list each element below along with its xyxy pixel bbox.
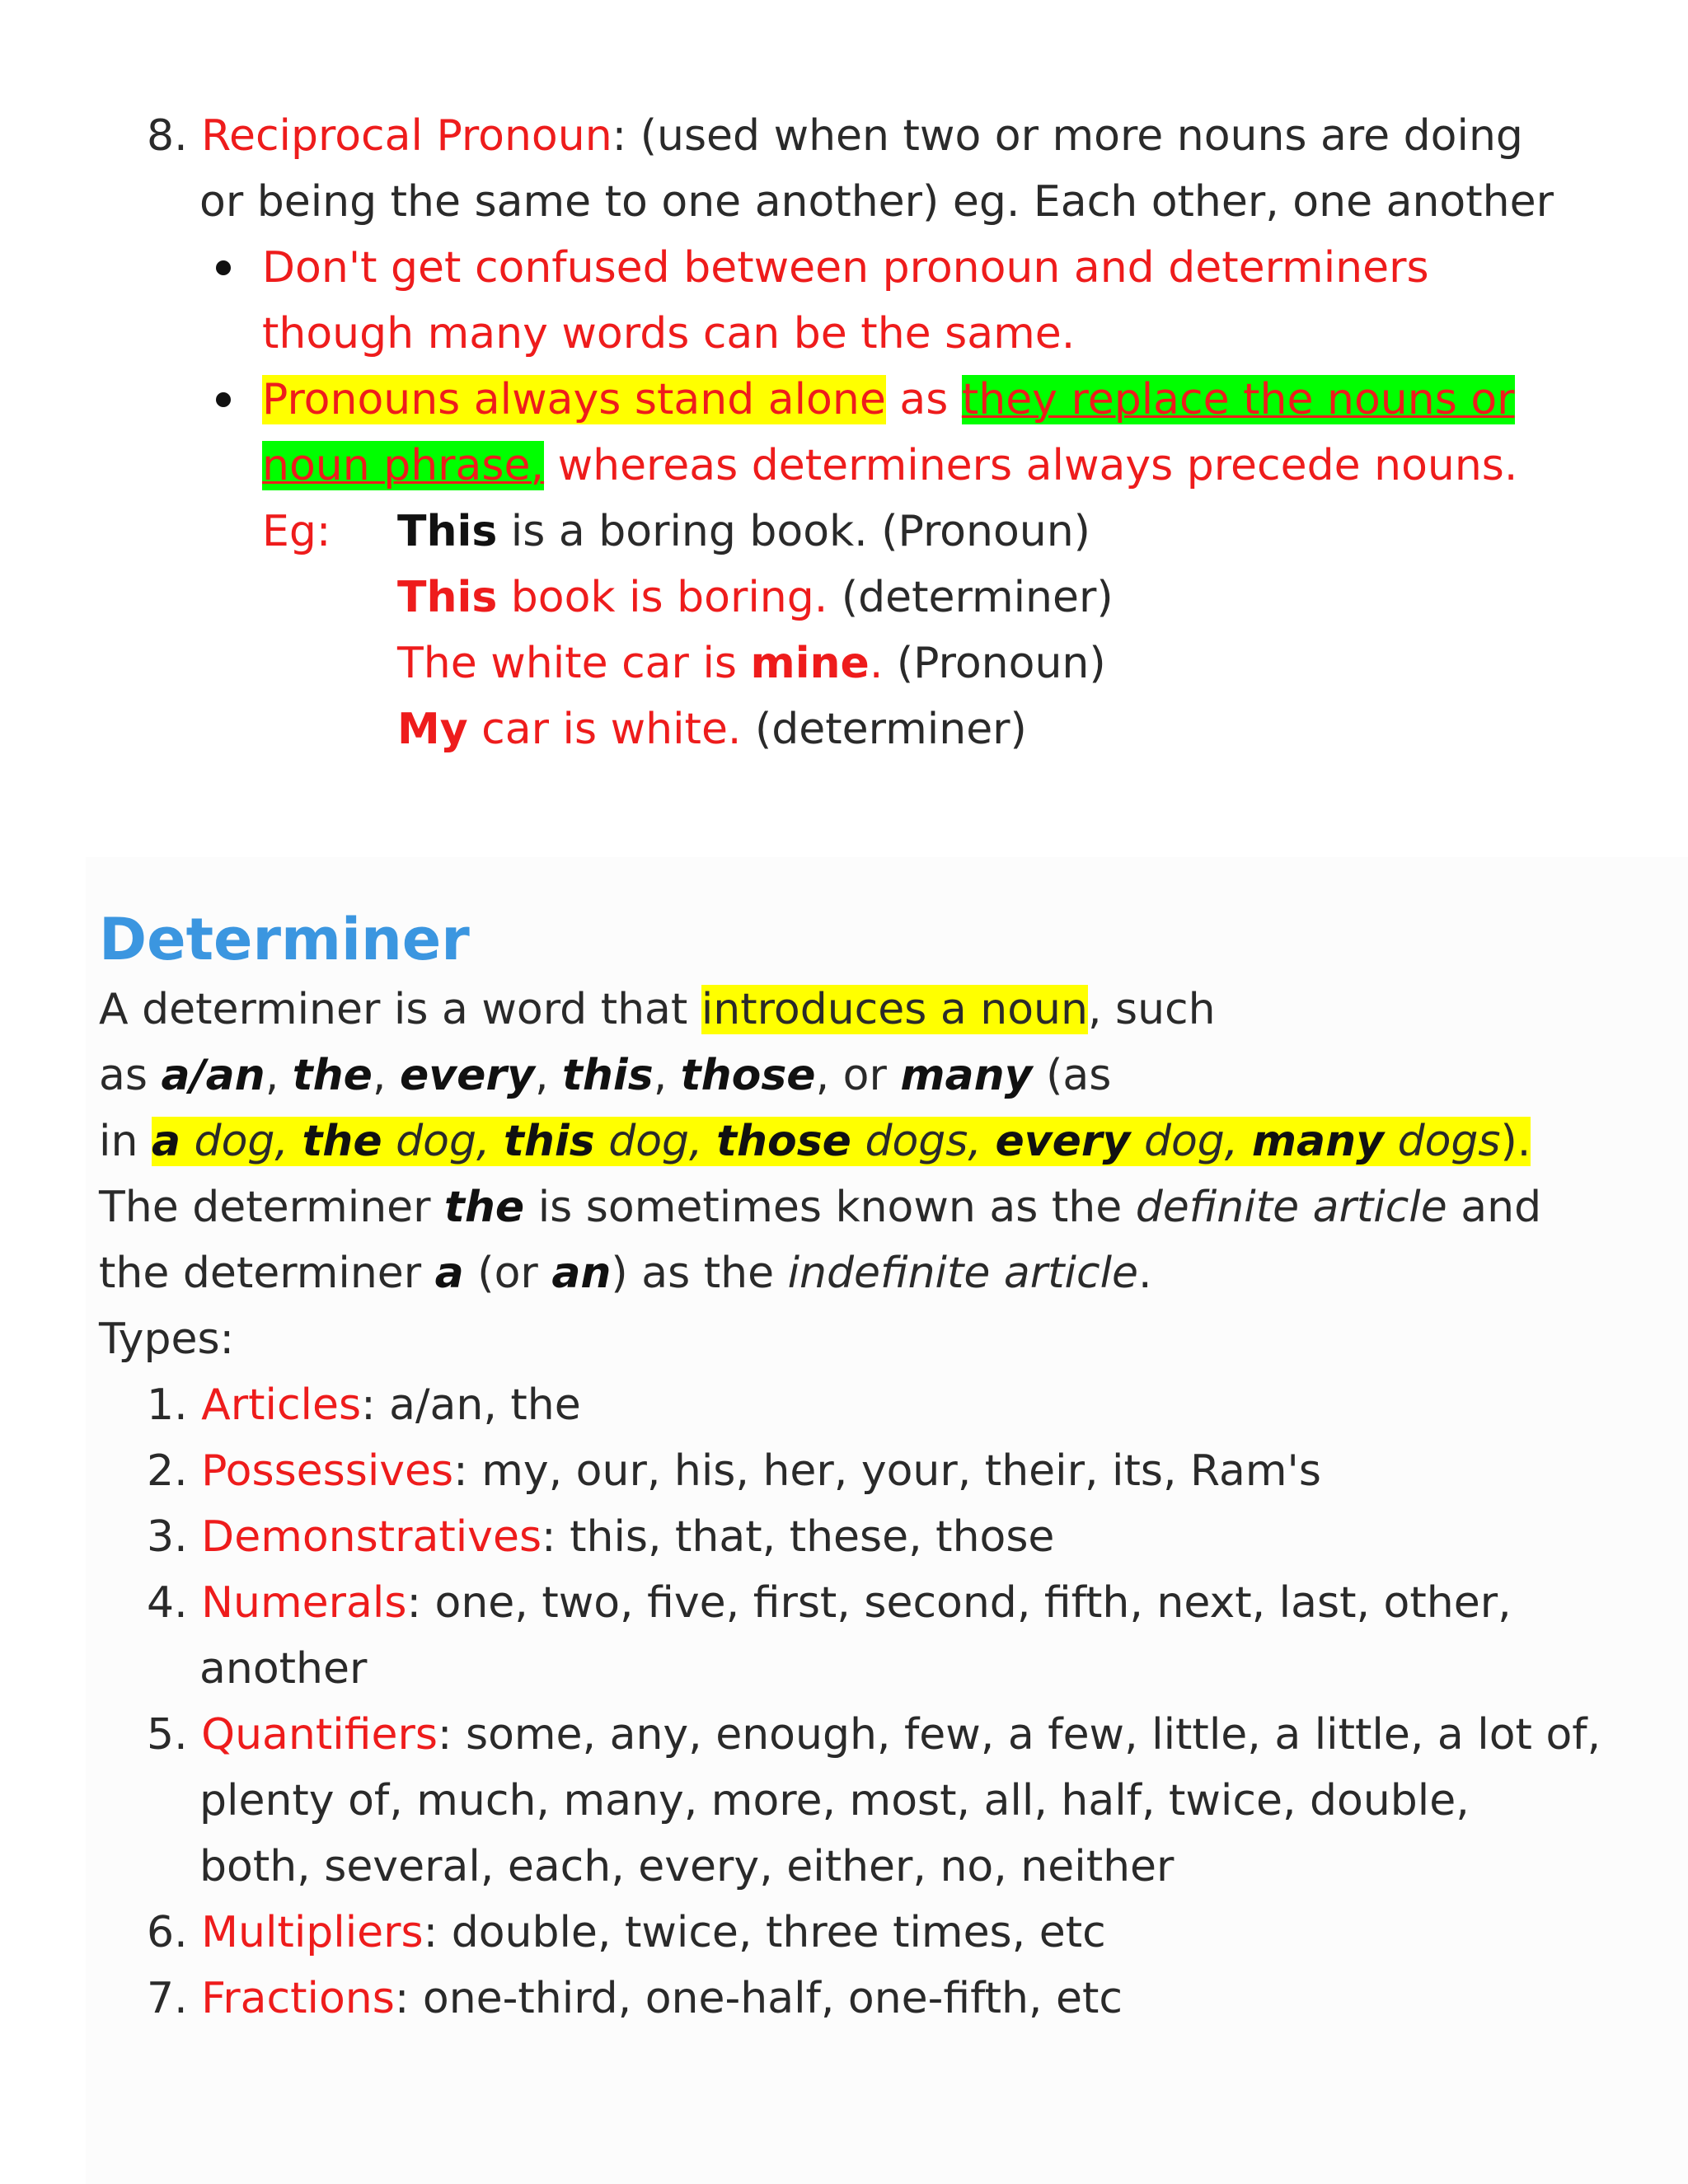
determiner-word: this: [504, 1117, 595, 1166]
determiner-word: many: [1251, 1117, 1385, 1166]
type-examples: : my, our, his, her, your, their, its, Ram's: [453, 1446, 1321, 1496]
type-item-2: [147, 1438, 1321, 1504]
list-number: 2.: [147, 1446, 202, 1496]
example-tag: (determiner): [828, 573, 1114, 622]
para-text: .: [1138, 1249, 1152, 1298]
determiner-word: those: [680, 1051, 816, 1100]
example-3: [397, 630, 1106, 696]
types-label: Types:: [99, 1315, 235, 1364]
type-examples: : one-third, one-half, one-fifth, etc: [394, 1974, 1123, 2023]
highlight-determiner-examples: [152, 1117, 1531, 1166]
determiner-word: a: [151, 1117, 181, 1166]
term-definite-article: definite article: [1135, 1183, 1447, 1232]
type-item-4: [147, 1570, 1512, 1636]
para-text: ) as the: [611, 1249, 788, 1298]
type-term: Demonstratives: [201, 1512, 542, 1562]
list-number: 4.: [147, 1578, 202, 1628]
determiner-word: those: [716, 1117, 851, 1166]
example-noun: dogs: [1384, 1117, 1501, 1166]
type-examples: : this, that, these, those: [542, 1512, 1055, 1562]
type-item-5-cont: plenty of, much, many, more, most, all, half, twice, double,: [199, 1776, 1470, 1825]
list-number: 3.: [147, 1512, 202, 1562]
determiner-word: the: [292, 1051, 373, 1100]
para-text: in: [99, 1117, 152, 1166]
bullet-confusion-line2: though many words can be the same.: [262, 309, 1076, 359]
type-item-5-cont: both, several, each, every, either, no, neither: [199, 1842, 1175, 1891]
type-term: Quantifiers: [201, 1710, 438, 1760]
determiner-para-line2: [99, 1043, 1111, 1108]
type-examples: : double, twice, three times, etc: [423, 1908, 1106, 1957]
type-item-6: [147, 1900, 1106, 1966]
bullet-pronouns-line2: [262, 433, 1517, 499]
para-text: , or: [815, 1051, 901, 1100]
example-tag: (determiner): [741, 705, 1027, 754]
term-indefinite-article: indefinite article: [787, 1249, 1139, 1298]
list-number: 6.: [147, 1908, 202, 1957]
list-number: 8.: [147, 111, 188, 161]
type-item-1: [147, 1372, 581, 1438]
type-item-3: [147, 1504, 1054, 1570]
bullet-dot: [216, 260, 231, 275]
para-text: is sometimes known as the: [524, 1183, 1136, 1232]
para-text: (as: [1032, 1051, 1112, 1100]
type-term: Numerals: [201, 1578, 407, 1628]
determiner-para-line3: [99, 1108, 1531, 1174]
determiner-word: a/an: [161, 1051, 265, 1100]
para-text: ,: [265, 1051, 293, 1100]
determiner-word: every: [399, 1051, 535, 1100]
para-text: ,: [653, 1051, 681, 1100]
determiner-word: every: [995, 1117, 1131, 1166]
example-text: car is white.: [467, 705, 742, 754]
para-text: (or: [463, 1249, 552, 1298]
example-keyword: My: [397, 705, 468, 754]
bullet-confusion-line1: Don't get confused between pronoun and determiners: [262, 243, 1429, 293]
para-text: as: [99, 1051, 162, 1100]
para-text: ,: [534, 1051, 563, 1100]
determiner-word: a: [434, 1249, 464, 1298]
example-keyword: This: [397, 507, 498, 556]
para-text: and: [1447, 1183, 1542, 1232]
examples-label: Eg:: [262, 507, 331, 556]
para-text: The determiner: [99, 1183, 445, 1232]
type-term: Multipliers: [201, 1908, 424, 1957]
type-item-7: [147, 1966, 1123, 2032]
example-noun: dog,: [594, 1117, 717, 1166]
list-number: 1.: [147, 1380, 202, 1430]
type-examples: : a/an, the: [361, 1380, 581, 1430]
type-term: Possessives: [201, 1446, 454, 1496]
example-text: The white car is: [397, 639, 751, 688]
type-item-4-cont: another: [199, 1644, 368, 1694]
reciprocal-desc: : (used when two or more nouns are doing: [612, 111, 1523, 161]
list-number: 7.: [147, 1974, 202, 2023]
example-punct: .: [869, 639, 884, 688]
type-item-5: [147, 1702, 1601, 1768]
para-text: , such: [1087, 985, 1216, 1034]
determiner-para-line5: [99, 1240, 1152, 1306]
determiner-word: the: [444, 1183, 525, 1232]
highlight-pronouns-stand-alone: Pronouns always stand alone: [262, 375, 886, 424]
example-text: is a boring book. (Pronoun): [497, 507, 1090, 556]
highlight-noun-phrase: noun phrase,: [262, 441, 545, 490]
determiner-word: an: [551, 1249, 612, 1298]
type-examples: : some, any, enough, few, a few, little, a little, a lot of,: [437, 1710, 1601, 1760]
para-text: ).: [1500, 1117, 1531, 1166]
example-noun: dog,: [181, 1117, 302, 1166]
reciprocal-pronoun-item: [147, 103, 1523, 169]
highlight-replace-nouns: they replace the nouns or: [961, 375, 1515, 424]
para-text: the determiner: [99, 1249, 435, 1298]
example-text: book is boring.: [497, 573, 828, 622]
example-keyword: mine: [750, 639, 870, 688]
section-heading-determiner: Determiner: [99, 906, 470, 973]
reciprocal-desc-cont: or being the same to one another) eg. Each other, one another: [199, 177, 1554, 227]
type-term: Fractions: [201, 1974, 395, 2023]
list-number: 5.: [147, 1710, 202, 1760]
determiner-word: many: [900, 1051, 1033, 1100]
reciprocal-term: Reciprocal Pronoun: [201, 111, 612, 161]
example-2: [397, 565, 1114, 630]
determiner-word: the: [302, 1117, 382, 1166]
example-4: [397, 696, 1027, 762]
para-text: ,: [372, 1051, 400, 1100]
example-keyword: This: [397, 573, 498, 622]
determiner-para-line4: [99, 1174, 1541, 1240]
determiner-word: this: [562, 1051, 654, 1100]
bullet-pronouns-line1: [262, 367, 1515, 433]
example-noun: dog,: [382, 1117, 504, 1166]
bullet-dot: [216, 392, 231, 407]
example-tag: (Pronoun): [883, 639, 1106, 688]
connector-text: as: [885, 375, 962, 424]
para-text: A determiner is a word that: [99, 985, 701, 1034]
determiner-para-line1: [99, 977, 1216, 1043]
bullet-pronouns-rest: whereas determiners always precede nouns.: [544, 441, 1518, 490]
example-1: [397, 499, 1090, 565]
example-noun: dogs,: [851, 1117, 996, 1166]
type-term: Articles: [201, 1380, 362, 1430]
highlight-introduces-noun: introduces a noun: [701, 985, 1088, 1034]
type-examples: : one, two, five, first, second, fifth, next, last, other,: [406, 1578, 1512, 1628]
example-noun: dog,: [1130, 1117, 1252, 1166]
